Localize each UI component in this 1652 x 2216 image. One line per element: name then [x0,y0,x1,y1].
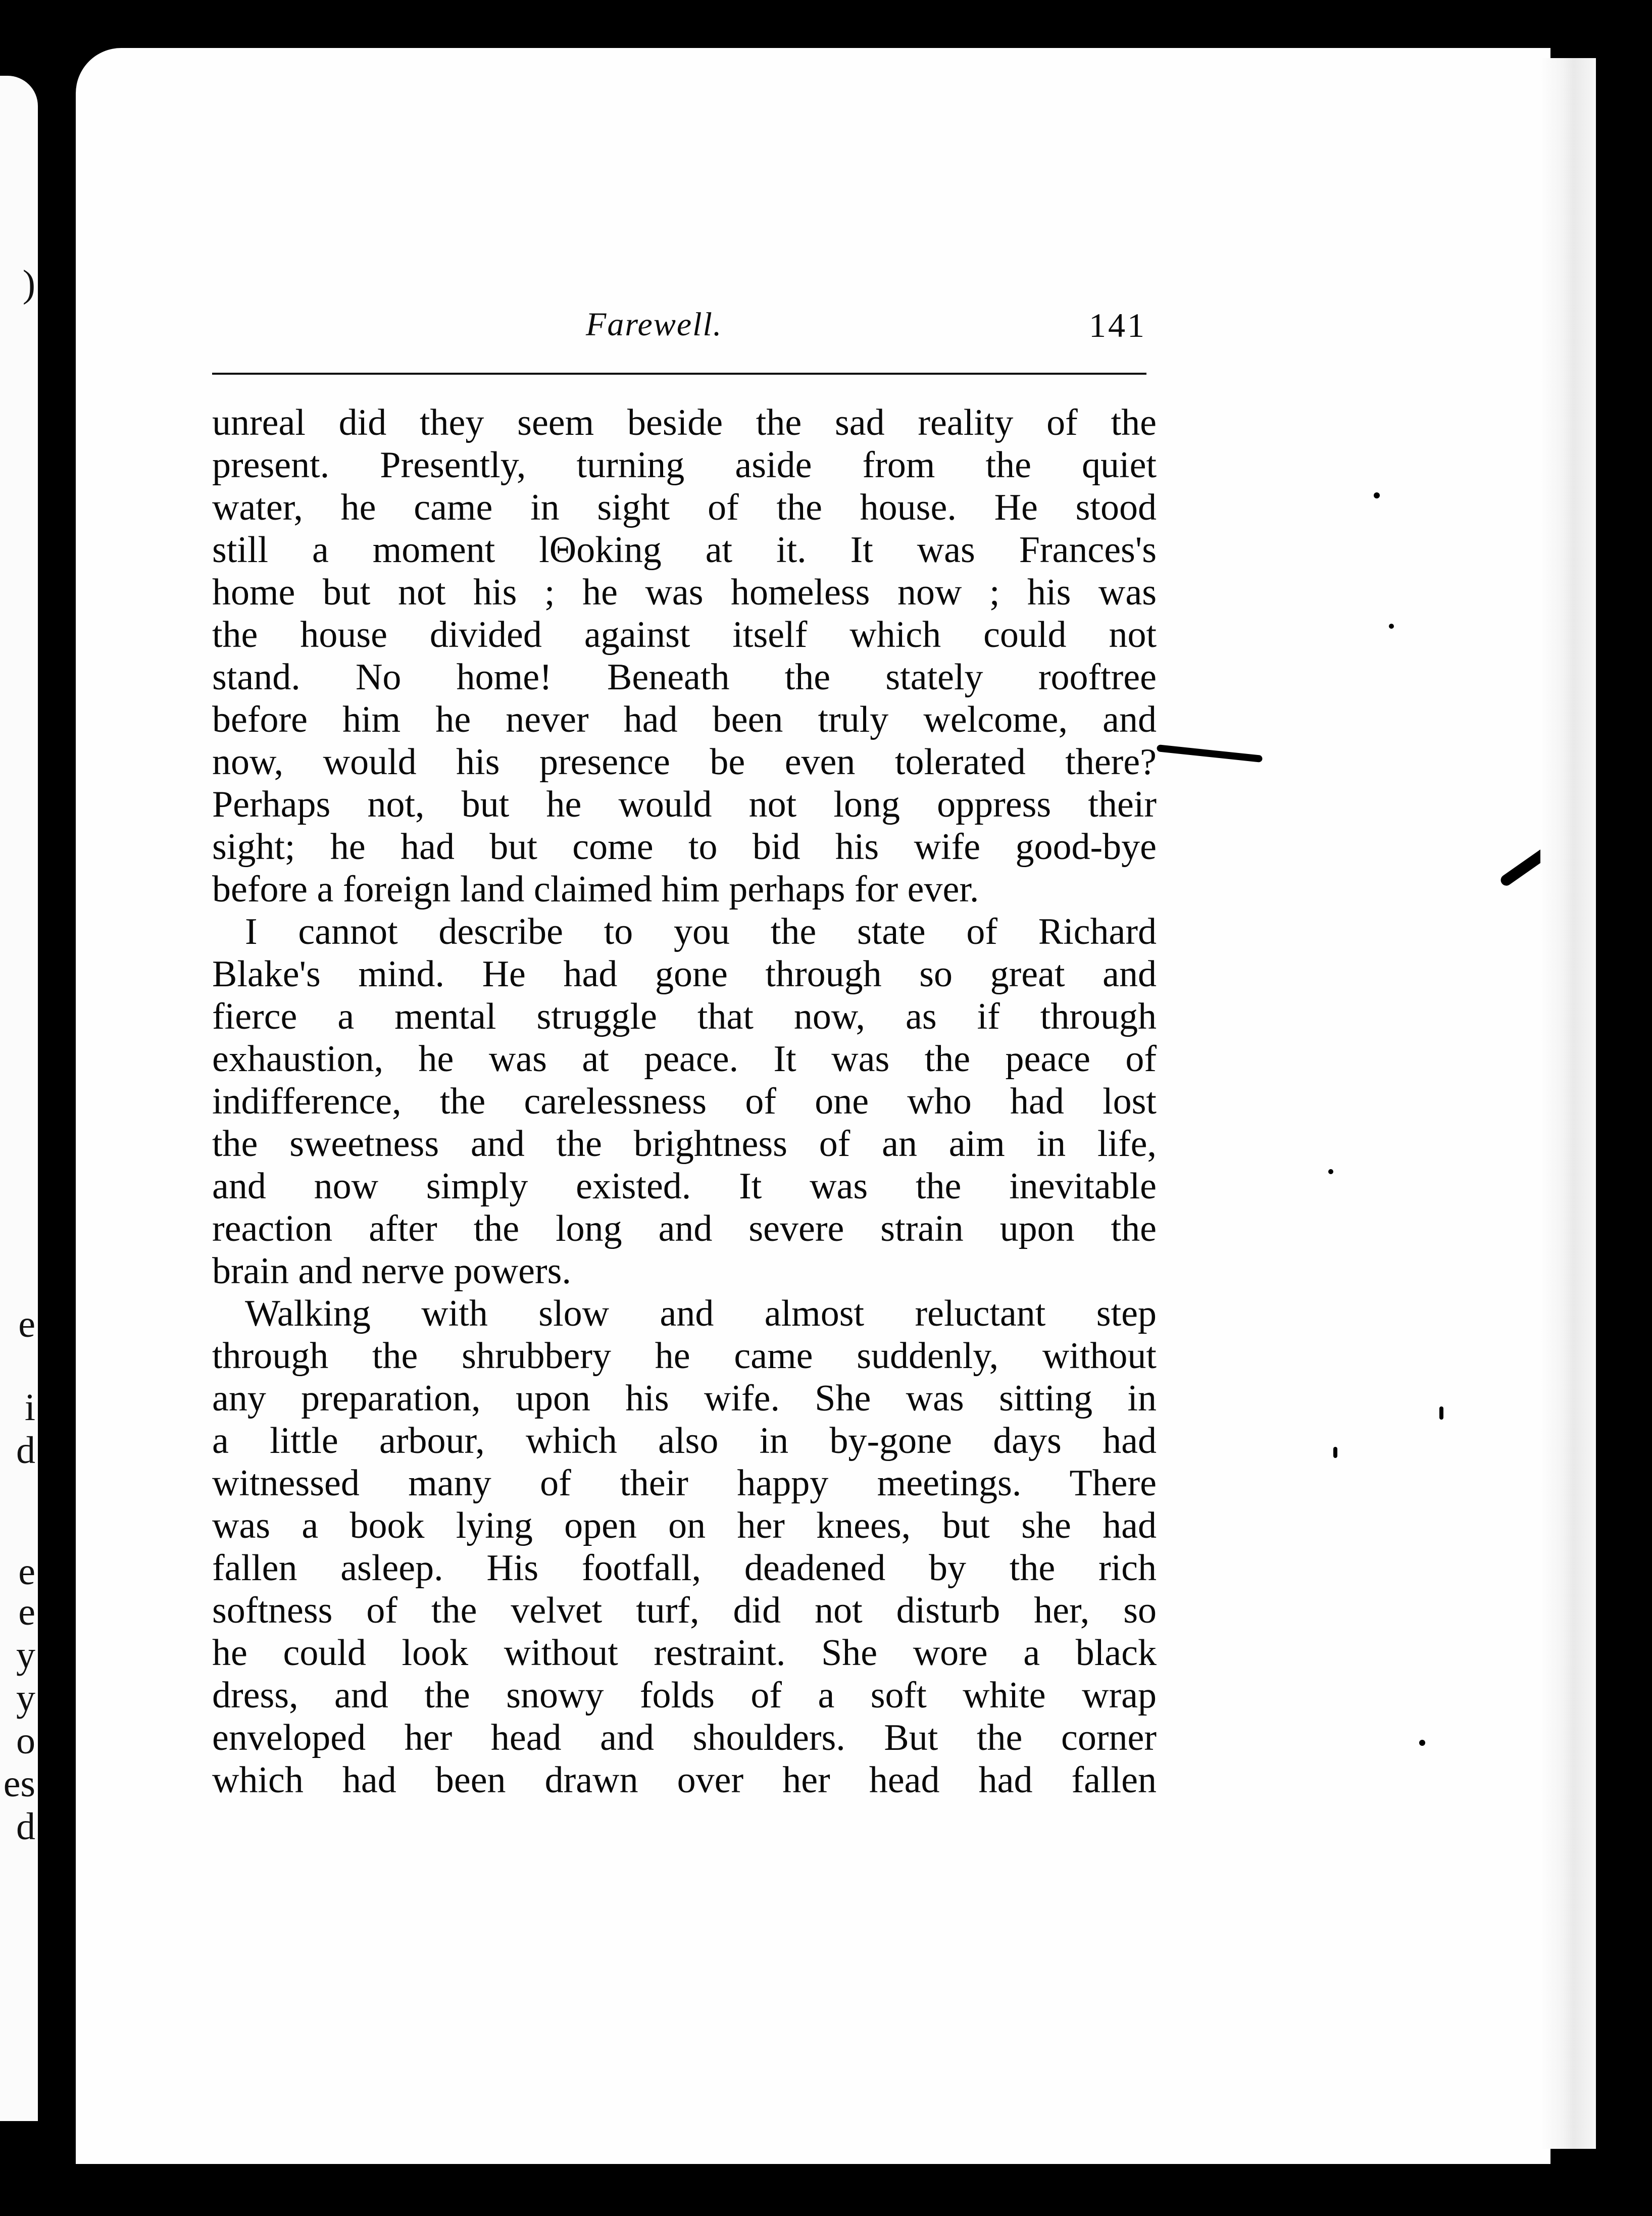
text-line: I cannot describe to you the state of Richard [245,911,1157,952]
text-line: the house divided against itself which could not [212,614,1157,656]
scan-speck [1333,1447,1337,1458]
previous-page-fragment: y [16,1677,35,1719]
paragraph [212,401,1157,911]
previous-page-fragment: i [24,1386,35,1429]
text-line: reaction after the long and severe strain upon the [212,1208,1157,1249]
previous-page-fragment: y [16,1634,35,1676]
previous-page-fragment: e [18,1303,35,1345]
text-line: dress, and the snowy folds of a soft white wrap [212,1675,1157,1716]
text-line: which had been drawn over her head had fallen [212,1759,1157,1801]
text-line: stand. No home! Beneath the stately rooftree [212,657,1157,698]
text-line: fierce a mental struggle that now, as if through [212,996,1157,1037]
text-line: exhaustion, he was at peace. It was the peace of [212,1038,1157,1080]
text-line: water, he came in sight of the house. He stood [212,487,1157,528]
text-line: brain and nerve powers. [212,1250,571,1292]
page-number: 141 [1089,306,1146,344]
text-line: and now simply existed. It was the inevitable [212,1166,1157,1207]
previous-page-fragment: o [16,1720,35,1762]
text-line: Perhaps not, but he would not long oppress their [212,784,1157,825]
previous-page-fragment: ) [22,263,35,305]
text-line: any preparation, upon his wife. She was sitting in [212,1378,1157,1419]
text-line: Walking with slow and almost reluctant step [245,1293,1157,1334]
text-line: witnessed many of their happy meetings. There [212,1463,1157,1504]
previous-page-fragment: d [16,1429,35,1472]
text-line: Blake's mind. He had gone through so great and [212,953,1157,995]
previous-page-fragment: es [3,1762,35,1805]
text-line: the sweetness and the brightness of an aim in life, [212,1123,1157,1165]
text-line: fallen asleep. His footfall, deadened by the rich [212,1547,1157,1589]
text-line: still a moment lΘoking at it. It was Frances's [212,529,1157,571]
text-line: home but not his ; he was homeless now ; his was [212,572,1157,613]
text-line: now, would his presence be even tolerated there? [212,741,1157,783]
scan-mark [1157,744,1263,763]
text-line: a little arbour, which also in by-gone days had [212,1420,1157,1462]
text-line: enveloped her head and shoulders. But the corner [212,1717,1157,1758]
text-line: he could look without restraint. She wore a black [212,1632,1157,1674]
book-page [76,48,1550,2164]
scan-speck [1328,1169,1333,1174]
scan-speck [1419,1740,1425,1746]
previous-page-fragment: e [18,1550,35,1593]
text-line: was a book lying open on her knees, but she had [212,1505,1157,1546]
page-header [212,306,1146,371]
paragraph [212,911,1157,1292]
page-edge-shadow [1540,58,1596,2149]
text-line: indifference, the carelessness of one who had lost [212,1081,1157,1122]
text-line: through the shrubbery he came suddenly, without [212,1335,1157,1377]
running-title: Farewell. [586,306,723,343]
text-line: sight; he had but come to bid his wife good-bye [212,826,1157,868]
text-line: softness of the velvet turf, did not disturb her, so [212,1590,1157,1631]
previous-page-fragment: d [16,1805,35,1848]
text-line: present. Presently, turning aside from the quiet [212,444,1157,486]
text-line: before him he never had been truly welcome, and [212,699,1157,740]
scan-speck [1439,1406,1443,1420]
scan-speck [1374,492,1380,498]
text-line: before a foreign land claimed him perhaps for ever. [212,869,979,910]
text-line: unreal did they seem beside the sad reality of the [212,402,1157,443]
previous-page-fragment: e [18,1591,35,1633]
paragraph [212,1292,1157,1801]
previous-page-edge [0,76,38,2121]
header-rule [212,373,1146,375]
page-body [212,401,1157,1801]
scan-speck [1389,624,1394,629]
